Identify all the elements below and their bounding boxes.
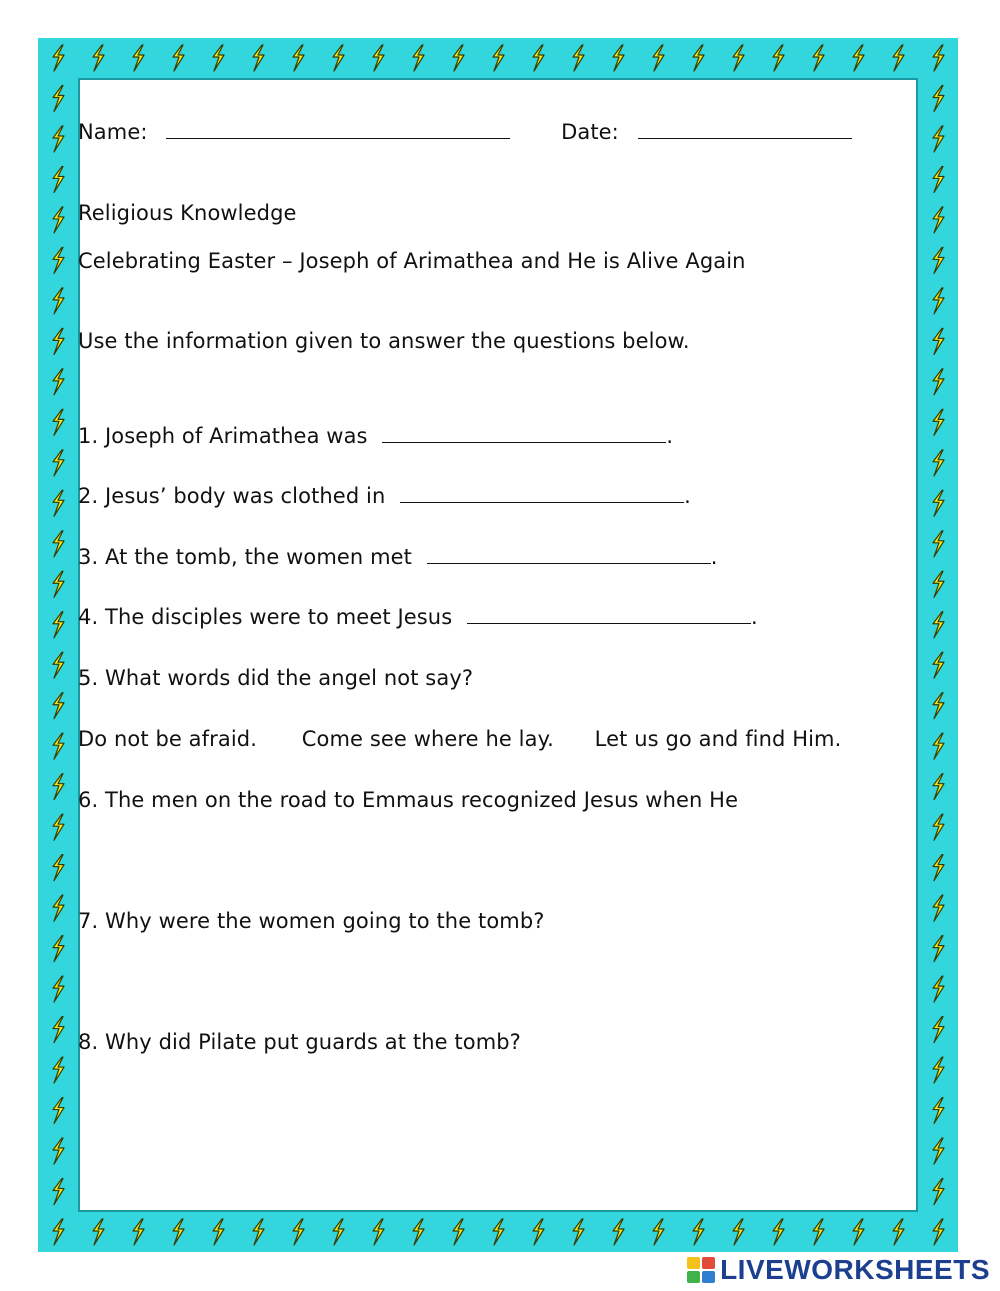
question-3 xyxy=(78,545,718,569)
lightning-bolt-icon xyxy=(933,45,944,71)
lightning-bolt-icon xyxy=(533,1219,544,1245)
answer-3-field[interactable] xyxy=(427,545,711,564)
lightning-bolt-icon xyxy=(53,126,64,152)
question-4 xyxy=(78,605,758,629)
lightning-bolt-icon xyxy=(53,1057,64,1083)
lightning-bolt-icon xyxy=(933,733,944,759)
lightning-bolt-icon xyxy=(493,1219,504,1245)
lightning-bolt-icon xyxy=(933,1057,944,1083)
lightning-bolt-icon xyxy=(413,1219,424,1245)
lightning-bolt-icon xyxy=(613,45,624,71)
lightning-bolt-icon xyxy=(133,1219,144,1245)
name-date-row xyxy=(78,120,852,144)
name-field[interactable] xyxy=(166,120,510,139)
date-field[interactable] xyxy=(638,120,852,139)
lightning-bolt-icon xyxy=(933,247,944,273)
lightning-bolt-icon xyxy=(613,1219,624,1245)
lightning-bolt-icon xyxy=(933,652,944,678)
lightning-bolt-icon xyxy=(53,774,64,800)
lightning-bolt-icon xyxy=(53,612,64,638)
lightning-bolt-icon xyxy=(293,45,304,71)
lightning-bolt-icon xyxy=(733,1219,744,1245)
lightning-bolt-icon xyxy=(933,612,944,638)
lightning-bolt-icon xyxy=(213,1219,224,1245)
lightning-bolt-icon xyxy=(933,1179,944,1205)
lightning-bolt-icon xyxy=(773,45,784,71)
lightning-bolt-icon xyxy=(933,976,944,1002)
question-2-period: . xyxy=(684,484,691,508)
lightning-bolt-icon xyxy=(53,1138,64,1164)
lightning-bolt-icon xyxy=(53,531,64,557)
lightning-bolt-icon xyxy=(53,1098,64,1124)
lightning-bolt-icon xyxy=(53,1017,64,1043)
lightning-bolt-icon xyxy=(413,45,424,71)
lightning-bolt-icon xyxy=(693,45,704,71)
lightning-bolt-icon xyxy=(573,45,584,71)
lightning-bolt-icon xyxy=(933,288,944,314)
lightning-bolt-icon xyxy=(53,814,64,840)
lightning-bolt-icon xyxy=(53,490,64,516)
question-6: 6. The men on the road to Emmaus recognized Jesus when He xyxy=(78,788,739,812)
lightning-bolt-icon xyxy=(933,571,944,597)
lightning-bolt-icon xyxy=(253,1219,264,1245)
lightning-bolt-icon xyxy=(933,85,944,111)
lightning-bolt-icon xyxy=(653,45,664,71)
lightning-bolt-icon xyxy=(53,369,64,395)
lightning-bolt-icon xyxy=(53,85,64,111)
lightning-bolt-icon xyxy=(53,207,64,233)
lightning-bolt-icon xyxy=(53,328,64,354)
lightning-bolt-icon xyxy=(173,45,184,71)
lightning-bolt-icon xyxy=(933,450,944,476)
lightning-bolt-icon xyxy=(933,693,944,719)
lightning-bolt-icon xyxy=(373,45,384,71)
question-4-text: 4. The disciples were to meet Jesus xyxy=(78,605,453,629)
option-do-not-be-afraid[interactable]: Do not be afraid. xyxy=(78,727,257,751)
lightning-bolt-icon xyxy=(53,895,64,921)
date-label: Date: xyxy=(561,120,619,144)
question-5-options xyxy=(78,727,841,751)
lightning-bolt-icon xyxy=(293,1219,304,1245)
lightning-bolt-icon xyxy=(933,1017,944,1043)
lightning-bolt-icon xyxy=(933,166,944,192)
lightning-bolt-icon xyxy=(813,45,824,71)
lightning-bolt-icon xyxy=(53,288,64,314)
lightning-bolt-icon xyxy=(933,369,944,395)
question-2 xyxy=(78,484,691,508)
lightning-bolt-icon xyxy=(93,45,104,71)
question-8: 8. Why did Pilate put guards at the tomb? xyxy=(78,1030,521,1054)
lightning-bolt-icon xyxy=(933,814,944,840)
lightning-bolt-icon xyxy=(933,490,944,516)
question-1-text: 1. Joseph of Arimathea was xyxy=(78,424,368,448)
lightning-bolt-icon xyxy=(133,45,144,71)
lightning-bolt-icon xyxy=(773,1219,784,1245)
lightning-bolt-icon xyxy=(933,126,944,152)
question-1-period: . xyxy=(666,424,674,448)
lightning-bolt-icon xyxy=(53,1219,64,1245)
lightning-bolt-icon xyxy=(53,733,64,759)
instructions: Use the information given to answer the questions below. xyxy=(78,329,690,353)
question-3-period: . xyxy=(710,545,718,569)
lightning-bolt-icon xyxy=(453,45,464,71)
lightning-bolt-icon xyxy=(933,1098,944,1124)
lightning-bolt-icon xyxy=(933,409,944,435)
lightning-bolt-icon xyxy=(493,45,504,71)
option-let-us-go-and-find-him[interactable]: Let us go and find Him. xyxy=(594,727,842,751)
lightning-bolt-icon xyxy=(573,1219,584,1245)
answer-4-field[interactable] xyxy=(467,605,751,624)
lightning-bolt-icon xyxy=(933,855,944,881)
logo-text: LIVEWORKSHEETS xyxy=(720,1254,990,1285)
lightning-bolt-icon xyxy=(333,45,344,71)
question-2-text: 2. Jesus’ body was clothed in xyxy=(78,484,386,508)
lightning-bolt-icon xyxy=(333,1219,344,1245)
lightning-bolt-icon xyxy=(53,936,64,962)
lightning-bolt-icon xyxy=(893,45,904,71)
lightning-bolt-icon xyxy=(453,1219,464,1245)
lightning-bolt-icon xyxy=(53,247,64,273)
lightning-bolt-icon xyxy=(53,45,64,71)
lightning-bolt-icon xyxy=(853,45,864,71)
lightning-bolt-icon xyxy=(933,328,944,354)
lightning-bolt-icon xyxy=(53,571,64,597)
question-7: 7. Why were the women going to the tomb? xyxy=(78,909,545,933)
lightning-bolt-icon xyxy=(53,409,64,435)
lightning-bolt-icon xyxy=(933,531,944,557)
lightning-bolt-icon xyxy=(53,1179,64,1205)
liveworksheets-logo xyxy=(686,1252,990,1288)
answer-2-field[interactable] xyxy=(400,484,684,503)
lightning-bolt-icon xyxy=(53,652,64,678)
lightning-bolt-icon xyxy=(853,1219,864,1245)
lightning-bolt-icon xyxy=(53,976,64,1002)
lightning-bolt-icon xyxy=(373,1219,384,1245)
lightning-bolt-icon xyxy=(93,1219,104,1245)
answer-1-field[interactable] xyxy=(382,424,666,443)
liveworksheets-logo-icon xyxy=(686,1255,716,1285)
question-3-text: 3. At the tomb, the women met xyxy=(78,545,413,569)
lightning-bolt-icon xyxy=(933,936,944,962)
subject-heading: Religious Knowledge xyxy=(78,201,297,225)
lightning-bolt-icon xyxy=(933,774,944,800)
lightning-bolt-icon xyxy=(893,1219,904,1245)
lightning-bolt-icon xyxy=(253,45,264,71)
question-5: 5. What words did the angel not say? xyxy=(78,666,474,690)
lightning-bolt-icon xyxy=(173,1219,184,1245)
lightning-bolt-icon xyxy=(693,1219,704,1245)
lightning-bolt-icon xyxy=(933,1219,944,1245)
lightning-bolt-icon xyxy=(533,45,544,71)
lightning-bolt-icon xyxy=(213,45,224,71)
lightning-bolt-icon xyxy=(53,855,64,881)
topic-heading: Celebrating Easter – Joseph of Arimathea and He is Alive Again xyxy=(78,249,746,273)
lightning-bolt-icon xyxy=(53,166,64,192)
lightning-bolt-icon xyxy=(933,1138,944,1164)
lightning-bolt-icon xyxy=(53,693,64,719)
lightning-bolt-icon xyxy=(653,1219,664,1245)
option-come-see-where-he-lay[interactable]: Come see where he lay. xyxy=(301,727,554,751)
lightning-bolt-icon xyxy=(733,45,744,71)
lightning-bolt-icon xyxy=(53,450,64,476)
lightning-bolt-icon xyxy=(933,207,944,233)
question-1 xyxy=(78,424,673,448)
name-label: Name: xyxy=(78,120,148,144)
lightning-bolt-icon xyxy=(933,895,944,921)
question-4-period: . xyxy=(751,605,758,629)
lightning-bolt-icon xyxy=(813,1219,824,1245)
